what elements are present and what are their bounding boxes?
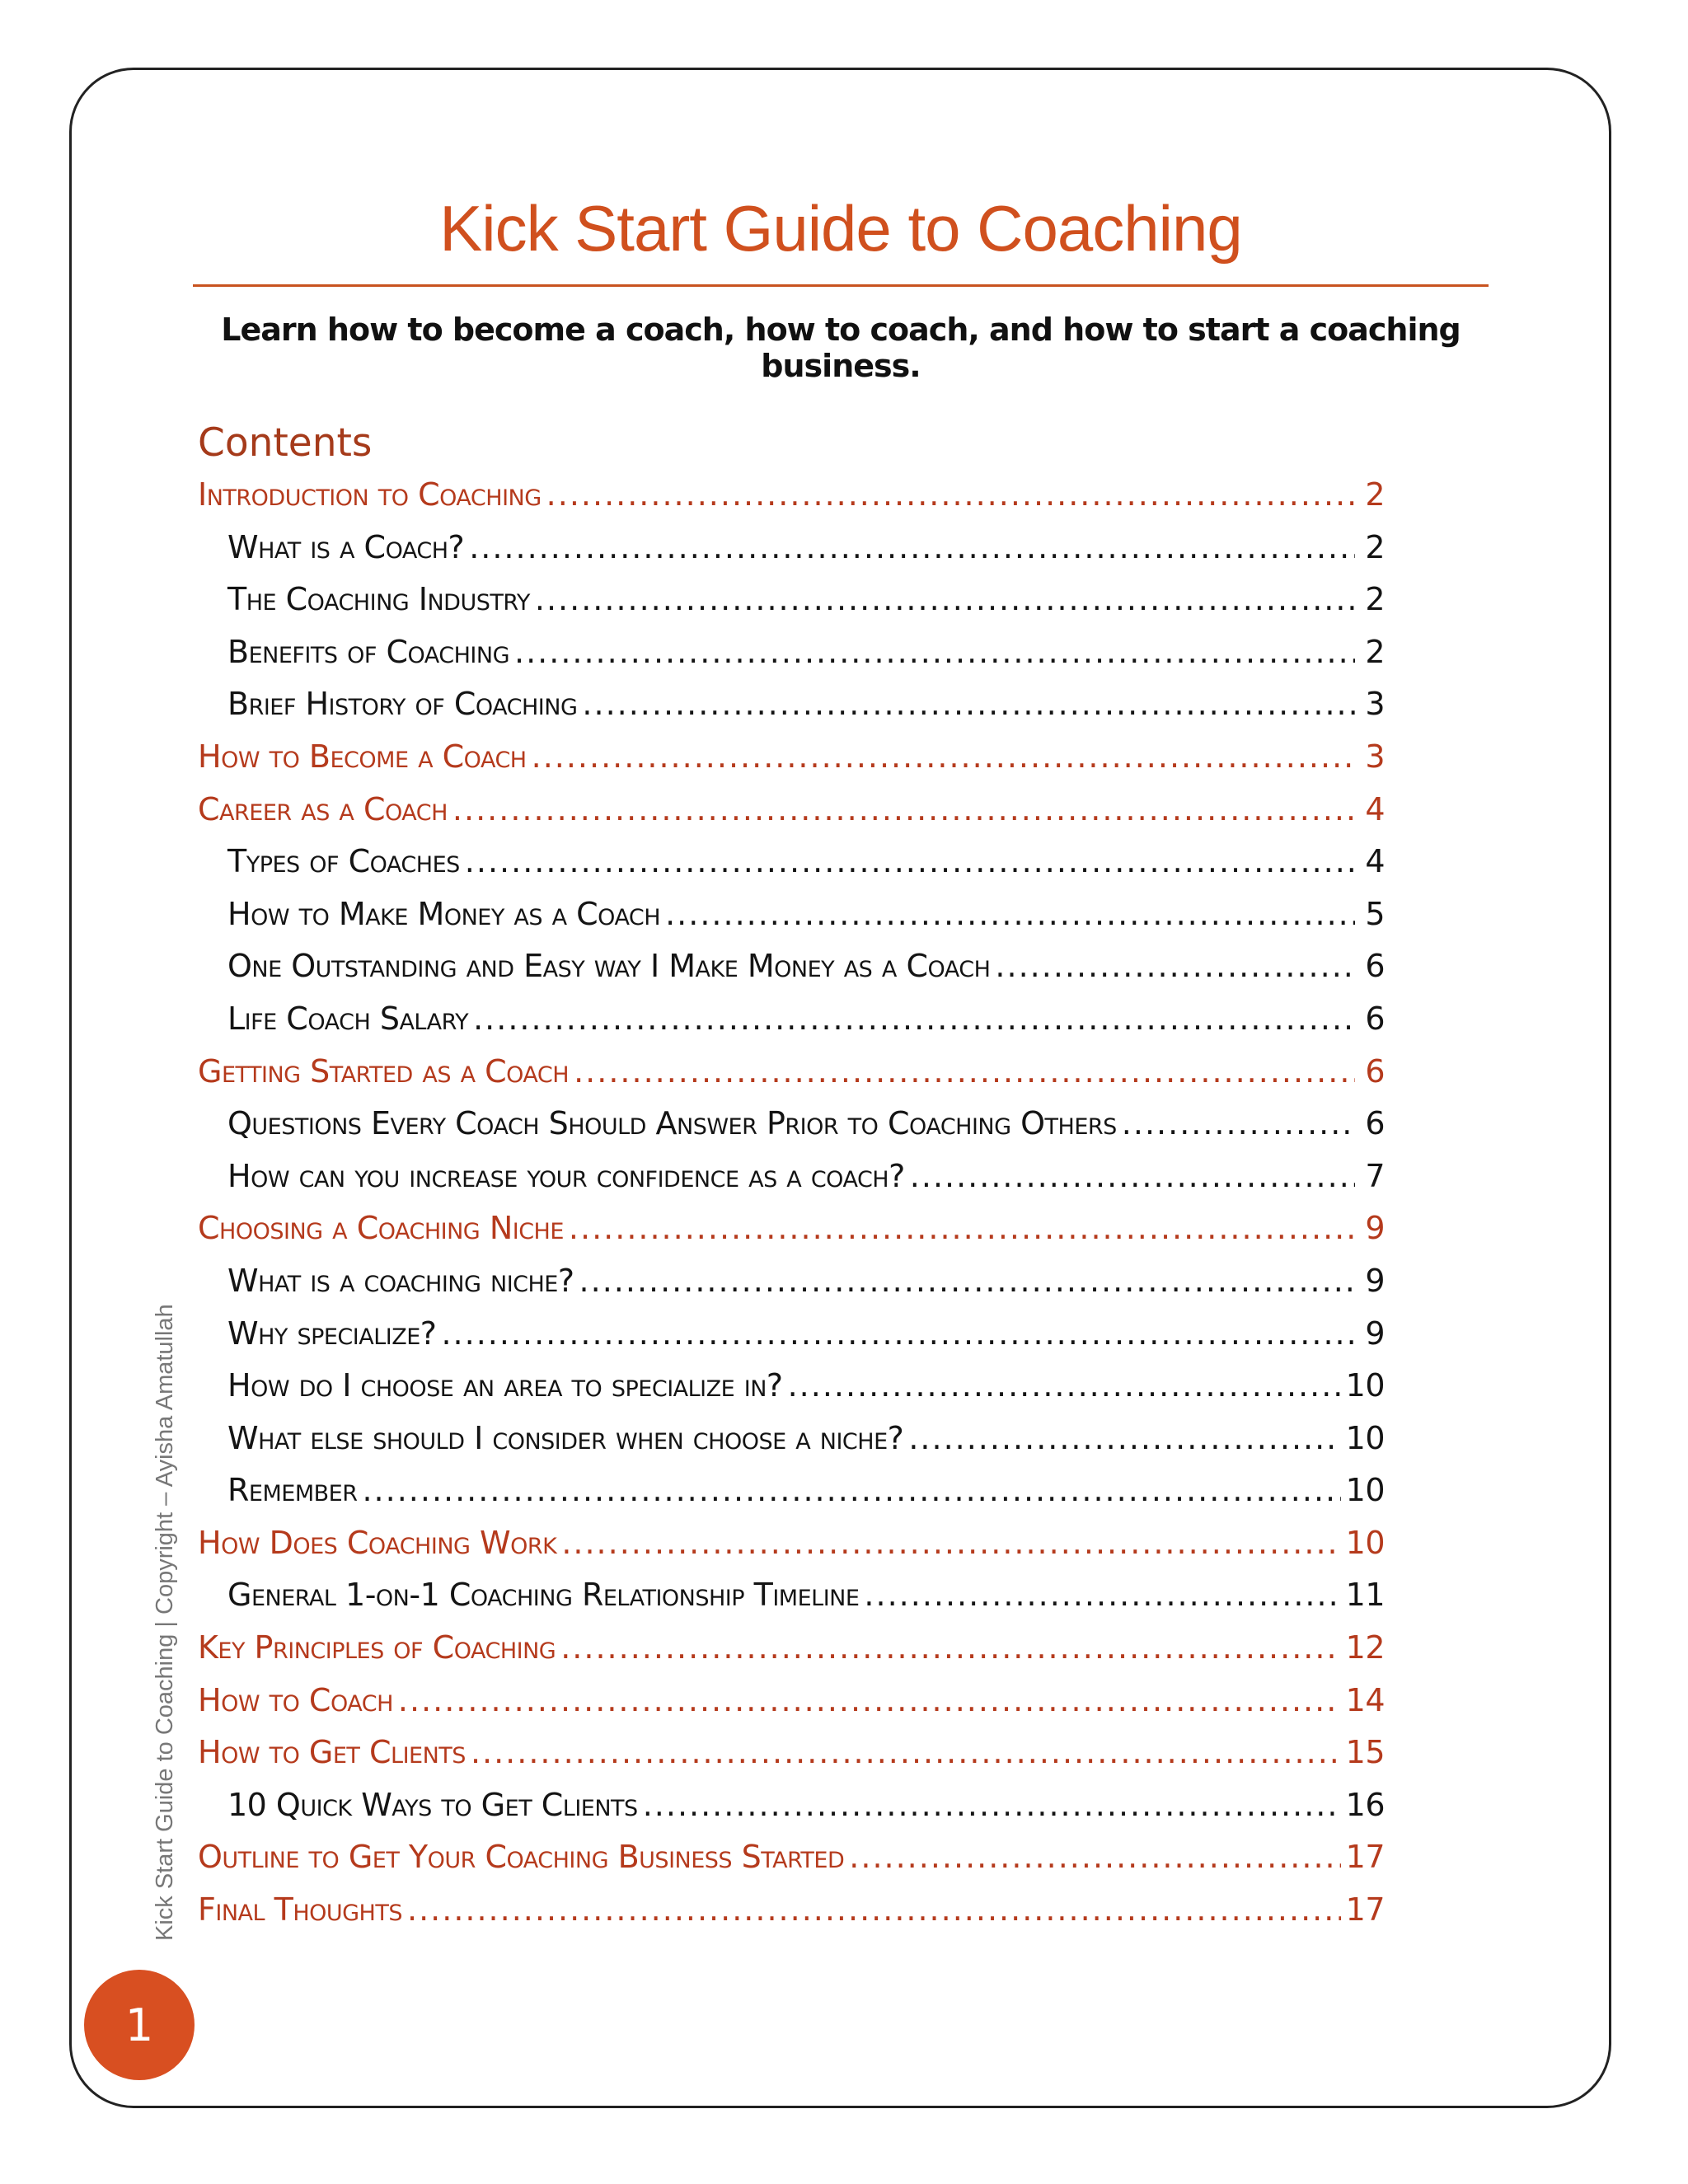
- toc-entry-title: Final Thoughts: [198, 1891, 402, 1929]
- toc-leader-dots: [441, 1315, 1355, 1352]
- toc-entry[interactable]: [198, 1525, 1385, 1577]
- toc-leader-dots: [465, 843, 1355, 879]
- toc-leader-dots: [407, 1891, 1341, 1928]
- toc-entry-title: How to Get Clients: [198, 1734, 466, 1771]
- toc-entry-page: 17: [1345, 1891, 1385, 1929]
- toc-leader-dots: [788, 1367, 1341, 1404]
- toc-entry-page: 10: [1345, 1419, 1385, 1456]
- toc-entry-page: 3: [1365, 686, 1385, 723]
- toc-entry-title: Key Principles of Coaching: [198, 1629, 556, 1666]
- toc-leader-dots: [561, 1525, 1340, 1561]
- toc-entry-page: 6: [1365, 1105, 1385, 1142]
- toc-entry-page: 17: [1345, 1839, 1385, 1876]
- toc-entry[interactable]: [198, 1210, 1385, 1263]
- toc-entry[interactable]: [198, 1053, 1385, 1106]
- toc-entry-title: Benefits of Coaching: [227, 633, 509, 670]
- toc-entry[interactable]: [198, 1734, 1385, 1787]
- toc-entry-page: 7: [1365, 1157, 1385, 1194]
- toc-entry-title: Remember: [227, 1472, 358, 1509]
- toc-entry-page: 4: [1365, 843, 1385, 880]
- toc-entry-page: 2: [1365, 528, 1385, 565]
- toc-entry[interactable]: [198, 1315, 1385, 1368]
- page-number-badge: [84, 1970, 195, 2080]
- toc-entry-page: 2: [1365, 633, 1385, 670]
- toc-entry[interactable]: [198, 1263, 1385, 1315]
- toc-entry-title: Career as a Coach: [198, 790, 448, 827]
- toc-entry-page: 9: [1365, 1315, 1385, 1352]
- toc-leader-dots: [910, 1158, 1355, 1194]
- toc-leader-dots: [665, 896, 1355, 932]
- toc-entry[interactable]: [198, 791, 1385, 844]
- toc-leader-dots: [582, 686, 1355, 722]
- toc-leader-dots: [452, 791, 1355, 827]
- toc-entry[interactable]: [198, 1001, 1385, 1053]
- toc-entry[interactable]: [198, 1839, 1385, 1891]
- toc-entry-page: 2: [1365, 581, 1385, 618]
- toc-leader-dots: [560, 1629, 1340, 1666]
- toc-leader-dots: [1122, 1105, 1355, 1141]
- toc-entry-title: How Does Coaching Work: [198, 1524, 557, 1561]
- toc-entry-page: 5: [1365, 895, 1385, 932]
- toc-leader-dots: [579, 1263, 1355, 1299]
- toc-entry[interactable]: [198, 948, 1385, 1001]
- toc-entry-title: Brief History of Coaching: [227, 686, 578, 723]
- toc-entry[interactable]: [198, 896, 1385, 949]
- page-number: 1: [124, 1999, 154, 2051]
- toc-entry[interactable]: [198, 686, 1385, 738]
- toc-entry[interactable]: [198, 1682, 1385, 1735]
- toc-entry[interactable]: [198, 1105, 1385, 1158]
- toc-entry-title: General 1-on-1 Coaching Relationship Timeline: [227, 1577, 860, 1614]
- toc-leader-dots: [532, 738, 1355, 775]
- toc-entry-title: Types of Coaches: [227, 843, 460, 880]
- toc-entry-title: Getting Started as a Coach: [198, 1052, 570, 1090]
- toc-entry-title: One Outstanding and Easy way I Make Money as a Coach: [227, 948, 991, 985]
- toc-entry-title: Why specialize?: [227, 1315, 437, 1352]
- toc-entry-page: 3: [1365, 738, 1385, 775]
- side-copyright-text: Kick Start Guide to Coaching | Copyright – Ayisha Amatullah: [152, 1304, 178, 1941]
- toc-entry-page: 10: [1345, 1524, 1385, 1561]
- toc-entry[interactable]: [198, 634, 1385, 687]
- toc-entry-page: 9: [1365, 1262, 1385, 1299]
- toc-entry-title: 10 Quick Ways to Get Clients: [227, 1786, 638, 1823]
- toc-leader-dots: [514, 634, 1355, 670]
- toc-entry[interactable]: [198, 476, 1385, 529]
- toc-entry[interactable]: [198, 1420, 1385, 1473]
- toc-entry-title: What is a Coach?: [227, 528, 465, 565]
- toc-entry-title: How to Make Money as a Coach: [227, 895, 661, 932]
- toc-leader-dots: [362, 1472, 1340, 1508]
- document-subtitle: Learn how to become a coach, how to coach, and how to start a coaching business.: [221, 312, 1461, 384]
- toc-leader-dots: [995, 948, 1355, 984]
- toc-leader-dots: [546, 476, 1355, 513]
- toc-entry-page: 9: [1365, 1210, 1385, 1247]
- toc-entry-title: Introduction to Coaching: [198, 476, 542, 513]
- toc-entry-title: The Coaching Industry: [227, 581, 530, 618]
- toc-entry-title: Choosing a Coaching Niche: [198, 1210, 564, 1247]
- toc-entry-page: 4: [1365, 790, 1385, 827]
- document-title: Kick Start Guide to Coaching: [439, 192, 1242, 265]
- title-divider: [193, 284, 1489, 287]
- toc-entry-title: How to Coach: [198, 1681, 393, 1718]
- toc-leader-dots: [643, 1787, 1341, 1823]
- toc-entry-page: 12: [1345, 1629, 1385, 1666]
- toc-entry[interactable]: [198, 1577, 1385, 1629]
- toc-entry[interactable]: [198, 843, 1385, 896]
- toc-leader-dots: [473, 1001, 1355, 1037]
- toc-entry-title: What else should I consider when choose a niche?: [227, 1419, 904, 1456]
- toc-entry-page: 6: [1365, 948, 1385, 985]
- toc-entry[interactable]: [198, 1367, 1385, 1420]
- toc-leader-dots: [469, 529, 1355, 565]
- toc-entry-title: Life Coach Salary: [227, 1000, 469, 1037]
- toc-entry-title: Outline to Get Your Coaching Business Started: [198, 1839, 845, 1876]
- toc-leader-dots: [849, 1839, 1340, 1875]
- toc-entry-page: 6: [1365, 1000, 1385, 1037]
- toc-entry[interactable]: [198, 529, 1385, 582]
- toc-entry-page: 10: [1345, 1367, 1385, 1404]
- toc-entry-page: 10: [1345, 1472, 1385, 1509]
- toc-entry-page: 11: [1345, 1577, 1385, 1614]
- toc-entry[interactable]: [198, 581, 1385, 634]
- toc-entry[interactable]: [198, 1158, 1385, 1211]
- toc-leader-dots: [398, 1682, 1341, 1718]
- toc-entry[interactable]: [198, 1787, 1385, 1840]
- contents-heading: Contents: [198, 420, 373, 466]
- toc-entry[interactable]: [198, 1629, 1385, 1682]
- toc-leader-dots: [569, 1210, 1355, 1246]
- toc-entry-title: What is a coaching niche?: [227, 1262, 574, 1299]
- toc-entry[interactable]: [198, 1891, 1385, 1944]
- toc-entry-page: 2: [1365, 476, 1385, 513]
- toc-entry[interactable]: [198, 1472, 1385, 1525]
- toc-entry-title: How can you increase your confidence as a coach?: [227, 1157, 905, 1194]
- toc-entry[interactable]: [198, 738, 1385, 791]
- toc-entry-page: 14: [1345, 1681, 1385, 1718]
- toc-leader-dots: [864, 1577, 1340, 1613]
- toc-entry-title: How do I choose an area to specialize in?: [227, 1367, 783, 1404]
- toc-entry-title: Questions Every Coach Should Answer Prior to Coaching Others: [227, 1105, 1117, 1142]
- toc-entry-page: 15: [1345, 1734, 1385, 1771]
- toc-entry-page: 6: [1365, 1052, 1385, 1090]
- table-of-contents: [198, 476, 1385, 1944]
- toc-leader-dots: [535, 581, 1355, 617]
- toc-entry-title: How to Become a Coach: [198, 738, 527, 775]
- toc-leader-dots: [574, 1053, 1355, 1090]
- toc-leader-dots: [471, 1734, 1341, 1770]
- toc-entry-page: 16: [1345, 1786, 1385, 1823]
- toc-leader-dots: [908, 1420, 1340, 1456]
